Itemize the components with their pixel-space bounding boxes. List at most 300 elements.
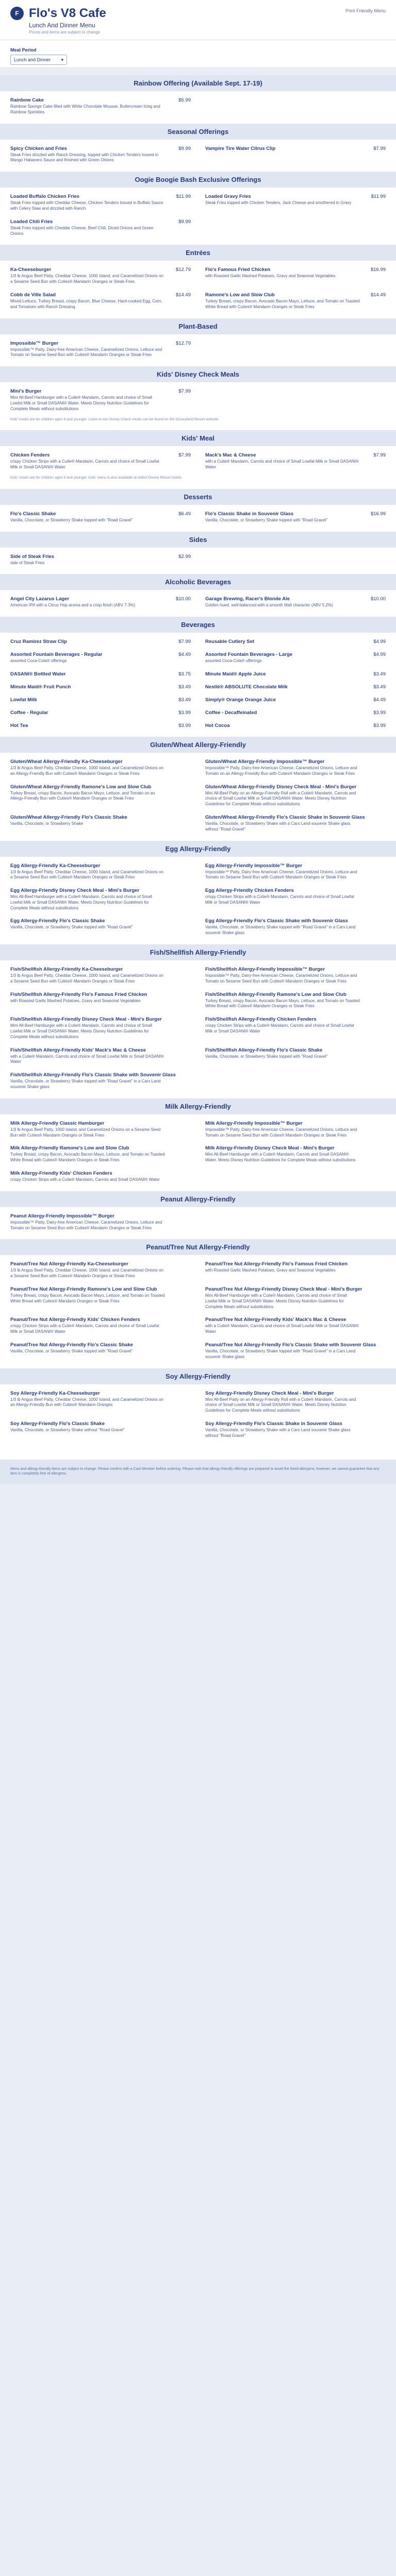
menu-item-description: 1/3 lb Angus Beef Patty, Cheddar Cheese, 1000 Island, and Caramelized Onions on an Allergy-Friendly Bun with Cuties® Mandarin Oranges <box>10 1397 163 1408</box>
menu-item-description: side of Steak Fries <box>10 560 45 565</box>
menu-item <box>205 697 386 703</box>
menu-item <box>10 918 191 936</box>
menu-item-header <box>205 671 386 677</box>
menu-item-price: $7.99 <box>178 388 191 395</box>
menu-item-description: 1/3 lb Angus Beef Patty, Cheddar Cheese, 1000 Island, and Caramelized Onions on a Sesame Seed Bun with Cuties® Mandarin Oranges or Steak Fries <box>10 1268 163 1279</box>
print-friendly-link[interactable]: Print Friendly Menu <box>345 8 386 13</box>
menu-item-price: $5.99 <box>178 97 191 103</box>
page-header <box>0 0 396 40</box>
menu-item <box>205 723 386 728</box>
menu-item-price: $16.99 <box>370 511 386 517</box>
menu-item-description: 1/3 lb Angus Beef Patty, Cheddar Cheese, 1000 Island, and Caramelized Onions on a Sesame Seed Bun with Cuties® Mandarin Oranges or Steak Fries <box>10 274 163 284</box>
menu-item-description: Impossible™ Patty, Dairy-free American Cheese, Caramelized Onions, Lettuce and Tomato on Sesame Seed Bun with Cuties® Mandarin Oranges or Steak Fries <box>10 347 162 358</box>
menu-item-header <box>205 759 386 765</box>
menu-item-name: Minute Maid® Apple Juice <box>205 671 266 677</box>
menu-item <box>205 1145 386 1163</box>
menu-section <box>10 489 386 523</box>
menu-item-description: Mixed Lettuce, Turkey Breast, crispy Bacon, Blue Cheese, Hard-cooked Egg, Corn, and Tomatoes with Ranch Dressing <box>10 298 162 309</box>
menu-item-header <box>10 292 191 298</box>
menu-item-grid <box>10 511 386 523</box>
menu-item-description: Golden hued, well-balanced with a smooth Malt character (ABV 5.2%) <box>205 603 333 608</box>
menu-item-name: Gluten/Wheat Allergy-Friendly Disney Check Meal - Mini's Burger <box>205 784 357 790</box>
menu-item-name: Peanut/Tree Nut Allergy-Friendly Ramone's Low and Slow Club <box>10 1286 157 1293</box>
meal-period-label: Meal Period <box>10 47 37 53</box>
menu-item-description: Vanilla, Chocolate, or Strawberry Shake topped with "Road Gravel" <box>205 517 328 522</box>
menu-section <box>10 430 386 480</box>
menu-item <box>205 1047 386 1065</box>
menu-item-header <box>205 1261 386 1267</box>
menu-item-name: Impossible™ Burger <box>10 340 58 346</box>
section-title: Gluten/Wheat Allergy-Friendly <box>0 737 396 753</box>
menu-item <box>10 697 191 703</box>
menu-item-description: crispy Chicken Strips with a Cutie® Mandarin, Carrots and choice of Small Lowfat Milk or Small DASANI® Water <box>205 1023 354 1034</box>
menu-item-grid <box>10 596 386 608</box>
menu-item-header <box>10 146 191 151</box>
menu-item-grid <box>10 967 386 1090</box>
section-title: Peanut Allergy-Friendly <box>0 1191 396 1207</box>
menu-section <box>10 1368 386 1439</box>
menu-section <box>10 532 386 566</box>
menu-item-description: Vanilla, Chocolate, or Strawberry Shake with a Cars Land souvenir Shake glass without "Road Gravel" <box>205 821 351 832</box>
menu-item-price: $14.49 <box>175 292 191 298</box>
menu-item-header <box>10 194 191 199</box>
menu-item <box>10 815 191 833</box>
menu-item-name: Fish/Shellfish Allergy-Friendly Chicken Fenders <box>205 1016 317 1023</box>
section-note: Kids' meals are for children ages 9 and younger. Learn to eat Disney Check meals can be found on the Disneyland Resort website. <box>10 417 220 421</box>
menu-item-name: Fish/Shellfish Allergy-Friendly Flo's Famous Fried Chicken <box>10 991 147 997</box>
menu-item <box>205 1261 386 1279</box>
menu-item-price: $3.75 <box>178 671 191 677</box>
menu-item <box>205 759 386 777</box>
menu-section <box>10 1239 386 1360</box>
section-title: Entrées <box>0 245 396 261</box>
menu-item-header <box>205 710 386 716</box>
menu-section <box>10 366 386 422</box>
menu-item <box>10 710 191 716</box>
menu-item-name: Soy Allergy-Friendly Flo's Classic Shake in Souvenir Glass <box>205 1420 342 1427</box>
menu-item-header <box>205 511 386 517</box>
section-title: Peanut/Tree Nut Allergy-Friendly <box>0 1239 396 1255</box>
menu-item-header <box>205 1016 386 1022</box>
menu-item <box>10 652 191 664</box>
menu-item <box>205 863 386 881</box>
menu-item <box>205 967 386 985</box>
section-title: Kids' Meal <box>0 430 396 446</box>
restaurant-title: Flo's V8 Cafe <box>29 6 106 20</box>
menu-item-name: Soy Allergy-Friendly Flo's Classic Shake <box>10 1420 105 1427</box>
menu-item-header <box>10 1391 191 1396</box>
menu-section <box>10 75 386 115</box>
menu-item-price: $3.99 <box>178 722 191 728</box>
menu-item <box>10 784 191 807</box>
menu-item-description: Steak Fries topped with Cheddar Cheese, Chicken Tenders tossed in Buffalo Sauce with Celery Slaw and drizzled with Ranch <box>10 200 163 211</box>
section-title: Desserts <box>0 489 396 505</box>
menu-item-header <box>205 267 386 273</box>
menu-item-name: Gluten/Wheat Allergy-Friendly Flo's Classic Shake in Souvenir Glass <box>205 814 365 820</box>
chevron-down-icon: ▾ <box>61 57 63 62</box>
section-title: Plant-Based <box>0 318 396 334</box>
menu-item-name: Peanut/Tree Nut Allergy-Friendly Kids' Mack's Mac & Cheese <box>205 1317 346 1323</box>
menu-item-description: Vanilla, Chocolate, or Strawberry Shake topped with "Road Gravel" <box>10 1349 133 1353</box>
menu-item-name: Chicken Fenders <box>10 452 50 459</box>
menu-section <box>10 944 386 1090</box>
menu-item-description: American IPA with a Citrus Hop aroma and a crisp finish (ABV 7.3%) <box>10 603 136 608</box>
menu-item-grid <box>10 194 386 236</box>
menu-item-price: $2.99 <box>178 553 191 560</box>
menu-section <box>10 574 386 608</box>
menu-item-price: $7.99 <box>373 452 386 459</box>
menu-item-header <box>205 652 386 657</box>
menu-item <box>205 639 386 645</box>
menu-section <box>10 172 386 236</box>
menu-item <box>10 554 191 566</box>
menu-item <box>10 1072 191 1090</box>
menu-item-header <box>205 863 386 869</box>
menu-item-grid <box>10 1121 386 1183</box>
menu-item-name: Cruz Ramirez Straw Clip <box>10 639 67 645</box>
menu-item-name: Gluten/Wheat Allergy-Friendly Ramone's Low and Slow Club <box>10 784 152 790</box>
menu-item <box>10 888 191 911</box>
menu-item-price: $4.99 <box>373 652 386 658</box>
footer-note: Menu and allergy-friendly items are subject to change. Please confirm with a Cast Member before ordering. Please note that allergy-friendly offerings are prepared to avoid the listed allergens; however, we cannot guarantee that any item is completely free of allergens. <box>0 1460 396 1484</box>
menu-item-name: Peanut Allergy-Friendly Impossible™ Burger <box>10 1213 114 1219</box>
menu-item-description: 1/3 lb Angus Beef Patty, Cheddar Cheese, 1000 Island, and Caramelized Onions on an Allergy-Friendly Bun with Cuties® Mandarin Oranges or Steak Fries <box>10 765 163 776</box>
menu-item-description: Vanilla, Chocolate, or Strawberry Shake topped with "Road Gravel" <box>10 517 133 522</box>
menu-item-name: Gluten/Wheat Allergy-Friendly Flo's Classic Shake <box>10 814 127 820</box>
menu-item-header <box>10 723 191 728</box>
menu-item <box>10 97 191 115</box>
menu-item <box>205 1016 386 1040</box>
menu-item <box>205 671 386 677</box>
menu-item-description: crispy Chicken Strips with a Cutie® Mandarin, Carrots and choice of Small Lowfat Milk or Small DASANI® Water <box>10 1324 159 1334</box>
menu-item-price: $11.99 <box>176 194 191 200</box>
menu-item-price: $3.49 <box>178 697 191 703</box>
menu-item-name: Milk Allergy-Friendly Disney Check Meal - Mini's Burger <box>205 1145 335 1151</box>
menu-item-header <box>10 863 191 869</box>
menu-item-name: Cobb de Ville Salad <box>10 292 56 298</box>
menu-item-name: Peanut/Tree Nut Allergy-Friendly Ka-Cheeseburger <box>10 1261 128 1267</box>
menu-item-description: 1/3 lb Angus Beef Patty, Cheddar Cheese, 1000 Island, and Caramelized Onions on a Sesame Seed Bun with Cuties® Mandarin Oranges or Steak Fries <box>10 869 163 880</box>
menu-item <box>205 452 386 470</box>
menu-section <box>10 318 386 359</box>
menu-section <box>10 1098 386 1183</box>
menu-item-description: with a Cutie® Mandarin, Carrots and choice of Small Lowfat Milk or Small DASANI® Water <box>205 1324 359 1334</box>
menu-item-name: Loaded Buffalo Chicken Fries <box>10 194 80 200</box>
menu-item-grid <box>10 1261 386 1360</box>
menu-item-price: $3.99 <box>373 709 386 716</box>
menu-item <box>10 1145 191 1163</box>
brand <box>10 6 386 21</box>
menu-item-header <box>205 723 386 728</box>
menu-item-name: Peanut/Tree Nut Allergy-Friendly Flo's Classic Shake <box>10 1342 133 1348</box>
menu-item-header <box>205 992 386 997</box>
menu-item-name: Fish/Shellfish Allergy-Friendly Flo's Classic Shake <box>205 1047 323 1053</box>
menu-item-name: Hot Cocoa <box>205 722 230 728</box>
menu-item-name: Egg Allergy-Friendly Chicken Fenders <box>205 888 294 894</box>
menu-item-name: Reusable Cutlery Set <box>205 639 255 645</box>
menu-item <box>10 1171 191 1183</box>
menu-item-price: $3.49 <box>373 684 386 690</box>
menu-item-header <box>205 1391 386 1396</box>
menu-item-name: Mack's Mac & Cheese <box>205 452 256 459</box>
menu-item-header <box>10 1016 191 1022</box>
menu-item-name: Egg Allergy-Friendly Disney Check Meal - Mini's Burger <box>10 888 140 894</box>
menu-item-header <box>10 684 191 690</box>
menu-item-name: Flo's Classic Shake in Souvenir Glass <box>205 511 294 517</box>
menu-item <box>10 639 191 645</box>
menu-item-name: Fish/Shellfish Allergy-Friendly Ramone's Low and Slow Club <box>205 991 346 997</box>
menu-item-header <box>205 918 386 924</box>
menu-item-description: crispy Chicken Strips with a Cutie® Mandarin, Carrots and Small DASANI® Water <box>10 1177 160 1182</box>
menu-item-name: Egg Allergy-Friendly Impossible™ Burger <box>205 862 303 869</box>
menu-item-name: Fish/Shellfish Allergy-Friendly Disney Check Meal - Mini's Burger <box>10 1016 162 1023</box>
menu-item-header <box>205 1342 386 1348</box>
menu-item-header <box>10 219 191 225</box>
menu-item <box>10 723 191 728</box>
menu-item-description: Turkey Breast, crispy Bacon, Avocado Bacon Mayo, Lettuce, and Tomato on Toasted White Bread with Cuties® Mandarin Oranges or Steak Fries <box>205 298 360 309</box>
menu-item-name: Peanut/Tree Nut Allergy-Friendly Flo's Famous Fried Chicken <box>205 1261 348 1267</box>
section-title: Oogie Boogie Bash Exclusive Offerings <box>0 172 396 188</box>
menu-item-name: Loaded Gravy Fries <box>205 194 251 200</box>
menu-item-description: with Roasted Garlic Mashed Potatoes, Gravy and Seasonal Vegetables <box>205 1268 336 1273</box>
menu-item-header <box>10 671 191 677</box>
section-title: Beverages <box>0 617 396 633</box>
menu-item-description: Vanilla, Chocolate, or Strawberry Shake topped with "Road Gravel" <box>205 1054 328 1059</box>
menu-item-name: Side of Steak Fries <box>10 553 55 560</box>
menu-item-description: Vanilla, Chocolate, or Strawberry Shake <box>10 821 84 826</box>
menu-item <box>205 888 386 911</box>
menu-item <box>205 684 386 690</box>
menu-item <box>10 511 191 523</box>
menu-item-grid <box>10 554 386 566</box>
menu-item <box>10 1016 191 1040</box>
menu-item <box>10 596 191 608</box>
menu-item <box>205 1121 386 1139</box>
menu-item-header <box>10 596 191 602</box>
menu-item-price: $7.99 <box>178 639 191 645</box>
menu-item-price: $7.99 <box>373 145 386 151</box>
menu-item-price: $9.99 <box>178 145 191 151</box>
menu-item <box>205 1391 386 1414</box>
menu-item-description: Mini All-Beef Hamburger with a Cutie® Mandarin, Carrots and choice of Small Lowfat Milk or Small DASANI® Water. Meets Disney Nutrition Guidelines for Complete Meals without substitutions <box>10 1023 152 1039</box>
menu-item-price: $3.99 <box>178 709 191 716</box>
menu-item-grid <box>10 146 386 164</box>
menu-item-name: Spicy Chicken and Fries <box>10 145 67 151</box>
menu-item <box>10 863 191 881</box>
menu-section <box>10 245 386 310</box>
menu-item-name: Fish/Shellfish Allergy-Friendly Kids' Mack's Mac & Cheese <box>10 1047 146 1053</box>
section-title: Egg Allergy-Friendly <box>0 841 396 857</box>
menu-section <box>10 617 386 728</box>
meal-period-selector <box>0 40 396 67</box>
menu-item <box>10 1121 191 1139</box>
menu-item-name: Peanut/Tree Nut Allergy-Friendly Flo's Classic Shake with Souvenir Glass <box>205 1342 376 1348</box>
menu-item-price: $11.99 <box>371 194 386 200</box>
menu-item-name: Gluten/Wheat Allergy-Friendly Impossible™ Burger <box>205 758 325 765</box>
menu-item-name: Nestlé® ABSOLUTE Chocolate Milk <box>205 684 288 690</box>
menu-item-header <box>205 452 386 458</box>
menu-item-header <box>205 292 386 298</box>
menu-item-description: with a Cutie® Mandarin, Carrots and choice of Small Lowfat Milk or Small DASANI® Water <box>205 459 359 470</box>
menu-item <box>205 1421 386 1439</box>
menu-item-price: $12.79 <box>175 267 191 273</box>
menu-section <box>10 1191 386 1231</box>
menu-item-name: Minute Maid® Fruit Punch <box>10 684 71 690</box>
menu-item-header <box>205 967 386 972</box>
menu-item-name: Assorted Fountain Beverages - Large <box>205 652 292 658</box>
menu-item-price: $16.99 <box>370 267 386 273</box>
restaurant-logo-icon: F <box>10 7 24 20</box>
menu-item-header <box>10 697 191 703</box>
menu-item-grid <box>10 388 386 412</box>
section-title: Fish/Shellfish Allergy-Friendly <box>0 944 396 960</box>
menu-item <box>205 292 386 310</box>
menu-item-header <box>10 1047 191 1053</box>
menu-item-price: $14.49 <box>370 292 386 298</box>
menu-item-header <box>205 1047 386 1053</box>
menu-item-name: Lowfat Milk <box>10 697 37 703</box>
menu-item-header <box>10 554 191 560</box>
menu-item-name: Peanut/Tree Nut Allergy-Friendly Kids' Chicken Fenders <box>10 1317 140 1323</box>
menu-item <box>10 146 191 164</box>
menu-item-name: Peanut/Tree Nut Allergy-Friendly Disney Check Meal - Mini's Burger <box>205 1286 362 1293</box>
menu-item <box>205 1317 386 1335</box>
menu-item <box>205 992 386 1010</box>
menu-item <box>10 992 191 1010</box>
menu-item-price: $3.49 <box>178 684 191 690</box>
meal-period-value: Lunch and Dinner <box>14 57 51 62</box>
section-title: Milk Allergy-Friendly <box>0 1098 396 1114</box>
menu-item-description: Mini All-Beef Patty on an Allergy-Friendly Roll with a Cutie® Mandarin, Carrots and choice of Small Lowfat Milk or Small DASANI® Water. Meets Disney Nutrition Guidelines for Complete Meals without substitutions <box>205 790 356 807</box>
menu-item-name: Soy Allergy-Friendly Disney Check Meal - Mini's Burger <box>205 1390 334 1396</box>
menu-item <box>205 652 386 664</box>
menu-item <box>205 511 386 523</box>
menu-item-description: Vanilla, Chocolate, or Strawberry Shake topped with "Road Gravel" in a Cars Land souvenir Shake glass <box>205 1349 356 1359</box>
menu-item-header <box>205 596 386 602</box>
menu-item-description: Mini All-Beef Patty on an Allergy-Friendly Roll with a Cutie® Mandarin, Carrots and choice of Small Lowfat Milk or Small DASANI® Water. Meets Disney Nutrition Guidelines for Complete Meals without substitutions <box>205 1397 356 1413</box>
menu-item-price: $10.00 <box>175 596 191 602</box>
menu-item-header <box>10 815 191 820</box>
menu-item-description: Vanilla, Chocolate, or Strawberry Shake topped with "Road Gravel" <box>10 925 133 930</box>
menu-item <box>10 292 191 310</box>
menu-item-header <box>205 146 386 151</box>
menu-item-description: Vanilla, Chocolate, or Strawberry Shake topped with "Road Gravel" in a Cars Land souvenir Shake glass <box>205 925 356 936</box>
section-title: Alcoholic Beverages <box>0 574 396 590</box>
menu-item <box>10 759 191 777</box>
menu-item-name: DASANI® Bottled Water <box>10 671 66 677</box>
menu-item-price: $4.99 <box>373 639 386 645</box>
menu-item-description: Mini All-Beef Hamburger with a Cutie® Mandarin, Carrots and choice of Small Lowfat Milk or Small DASANI® Water. Meets Disney Nutrition Guidelines for Complete Meals without substitutions <box>205 1293 347 1309</box>
menu-item-header <box>10 918 191 924</box>
menu-item-grid <box>10 1391 386 1439</box>
menu-item-header <box>205 784 386 790</box>
menu-item <box>205 596 386 608</box>
menu-item <box>10 267 191 285</box>
menu-item <box>10 1213 191 1231</box>
menu-item-name: Flo's Famous Fried Chicken <box>205 267 271 273</box>
menu-item-price: $3.49 <box>373 671 386 677</box>
menu-item-header <box>10 452 191 458</box>
menu-item-price: $9.99 <box>178 218 191 225</box>
menu-item-description: with Roasted Garlic Mashed Potatoes, Gravy and Seasonal Vegetables <box>10 998 141 1003</box>
menu-item-header <box>10 639 191 645</box>
menu-item <box>10 341 191 359</box>
menu-item-name: Loaded Chili Fries <box>10 218 53 225</box>
menu-item-name: Soy Allergy-Friendly Ka-Cheeseburger <box>10 1390 100 1396</box>
menu-item-description: Turkey Breast, crispy Bacon, Avocado Bacon Mayo, Lettuce, and Tomato on Toasted White Bread with Cuties® Mandarin Oranges or Steak Fries <box>205 998 360 1009</box>
menu-item-description: Steak Fries topped with Cheddar Cheese, Beef Chili, Diced Onions and Green Onions <box>10 225 154 236</box>
menu-item-name: Fish/Shellfish Allergy-Friendly Ka-Cheeseburger <box>10 967 123 973</box>
menu-item <box>205 710 386 716</box>
menu-item-header <box>10 992 191 997</box>
menu-item-header <box>10 1261 191 1267</box>
menu-item <box>10 967 191 985</box>
menu-item-grid <box>10 97 386 115</box>
menu-item <box>10 1047 191 1065</box>
menu-item-name: Flo's Classic Shake <box>10 511 56 517</box>
menu-item <box>205 784 386 807</box>
menu-item-grid <box>10 1213 386 1231</box>
menu-item-header <box>10 784 191 790</box>
meal-period-dropdown[interactable] <box>10 55 67 65</box>
menu-item-price: $4.49 <box>178 652 191 658</box>
menu-item-description: Impossible™ Patty, Dairy-free American Cheese, Caramelized Onions, Lettuce and Tomato on an Allergy-Friendly Bun with Cuties® Mandarin Oranges or Steak Fries <box>205 765 357 776</box>
menu-item-grid <box>10 639 386 728</box>
menu-item-description: Turkey Breast, crispy Bacon, Avocado Bacon Mayo, Lettuce, and Tomato on an Allergy-Friendly Bun with Cuties® Mandarin Oranges or Steak Fries <box>10 790 155 801</box>
menu-item-header <box>10 759 191 765</box>
menu-item-name: Vampire Tire Water Citrus Clip <box>205 145 276 151</box>
menu-item-header <box>205 1286 386 1292</box>
menu-item <box>10 684 191 690</box>
menu-item-grid <box>10 341 386 359</box>
menu-item-description: Impossible™ Patty, Dairy-free American Cheese, Caramelized Onions, Lettuce and Tomato on Sesame Seed Bun with Cuties® Mandarin Oranges or Steak Fries <box>205 973 357 984</box>
menu-item-header <box>10 1072 191 1078</box>
menu-item-name: Mini's Burger <box>10 388 42 395</box>
menu-item-header <box>10 1317 191 1323</box>
menu-item <box>10 452 191 470</box>
menu-section <box>10 841 386 937</box>
menu-item <box>10 671 191 677</box>
menu-item-price: $4.49 <box>373 697 386 703</box>
menu-item-description: 1/3 lb Angus Beef Patty, Cheddar Cheese, 1000 Island, and Caramelized Onions on a Sesame Seed Bun with Cuties® Mandarin Oranges or Steak Fries <box>10 973 163 984</box>
menu-item-description: Steak Fries drizzled with Ranch Dressing, topped with Chicken Tenders tossed in Mango Habanero Sauce and finished with Green Onions <box>10 152 159 163</box>
menu-item-header <box>10 1171 191 1176</box>
menu-item-header <box>10 1145 191 1151</box>
menu-item-header <box>205 815 386 820</box>
menu-item-price: $10.00 <box>370 596 386 602</box>
menu-item-name: Garage Brewing, Racer's Blonde Ale <box>205 596 290 602</box>
section-title: Sides <box>0 532 396 548</box>
menu-item-header <box>205 194 386 199</box>
menu-item-header <box>10 388 191 394</box>
menu-item <box>205 918 386 936</box>
menu-item-header <box>10 1286 191 1292</box>
menu-item-header <box>205 1145 386 1151</box>
menu-item-description: Mini All-Beef Hamburger with a Cutie® Mandarin, Carrots and choice of Small Lowfat Milk or Small DASANI® Water. Meets Disney Nutrition Guidelines for Complete Meals without substitutions <box>10 894 152 910</box>
menu-item <box>205 1342 386 1360</box>
menu-item-name: Assorted Fountain Beverages - Regular <box>10 652 103 658</box>
section-title: Kids' Disney Check Meals <box>0 366 396 382</box>
menu-item-description: crispy Chicken Strips with a Cutie® Mandarin, Carrots and choice of Small Lowfat Milk or Small DASANI® Water <box>205 894 354 905</box>
menu-item <box>10 194 191 212</box>
menu-item-name: Egg Allergy-Friendly Flo's Classic Shake with Souvenir Glass <box>205 918 348 924</box>
menu-item-description: Steak Fries topped with Chicken Tenders, Jack Cheese and smothered in Gravy <box>205 200 352 206</box>
menu-item <box>10 1421 191 1439</box>
menu-item <box>205 194 386 212</box>
menu-item-description: assorted Coca-Cola® offerings <box>10 658 67 664</box>
menu-item-grid <box>10 452 386 470</box>
menu-item <box>205 815 386 833</box>
